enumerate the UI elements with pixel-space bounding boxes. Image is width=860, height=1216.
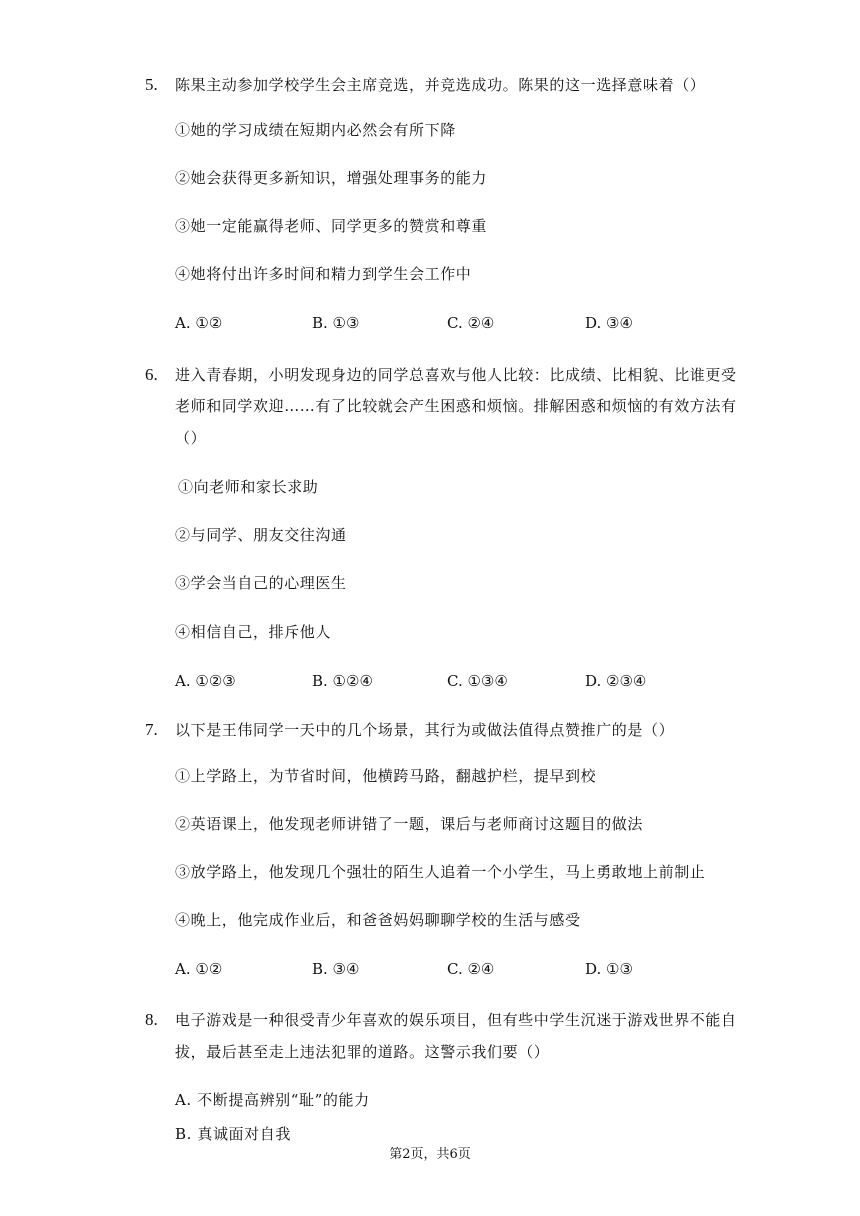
question-stem: 以下是王伟同学一天中的几个场景，其行为或做法值得点赞推广的是（） [175, 721, 675, 739]
choice-d: D. ③④ [585, 314, 633, 332]
choice-d: D. ①③ [585, 960, 633, 978]
question-stem: 陈果主动参加学校学生会主席竞选，并竞选成功。陈果的这一选择意味着（） [175, 76, 706, 94]
statement-4: ④相信自己，排斥他人 [175, 623, 332, 641]
choice-c: C. ①③④ [447, 672, 508, 690]
choice-a: A. ①② [175, 960, 223, 978]
statement-2: ②与同学、朋友交往沟通 [175, 526, 347, 544]
statement-3: ③放学路上，他发现几个强壮的陌生人追着一个小学生，马上勇敢地上前制止 [175, 863, 706, 881]
choice-c: C. ②④ [447, 960, 495, 978]
option-b: B. 真诚面对自我 [175, 1125, 291, 1143]
statement-2: ②她会获得更多新知识，增强处理事务的能力 [175, 169, 488, 187]
statement-1: ①上学路上，为节省时间，他横跨马路，翻越护栏，提早到校 [175, 767, 597, 785]
statement-2: ②英语课上，他发现老师讲错了一题，课后与老师商讨这题目的做法 [175, 815, 644, 833]
question-number: 7. [145, 720, 158, 739]
page-footer: 第2页，共6页 [389, 1147, 471, 1162]
answer-choices [175, 672, 695, 692]
question-stem-line-1: 电子游戏是一种很受青少年喜欢的娱乐项目，但有些中学生沉迷于游戏世界不能自 [175, 1011, 737, 1029]
answer-choices [175, 960, 695, 980]
choice-a: A. ①②③ [175, 672, 236, 690]
option-a: A. 不断提高辨别“耻”的能力 [175, 1091, 370, 1109]
statement-4: ④晚上，他完成作业后，和爸爸妈妈聊聊学校的生活与感受 [175, 911, 581, 929]
statement-1: ①她的学习成绩在短期内必然会有所下降 [175, 121, 456, 139]
choice-c: C. ②④ [447, 314, 495, 332]
question-stem-line-2: 老师和同学欢迎……有了比较就会产生困惑和烦恼。排解困惑和烦恼的有效方法有 [175, 397, 737, 415]
question-number: 5. [145, 75, 158, 94]
question-stem-line-1: 进入青春期，小明发现身边的同学总喜欢与他人比较：比成绩、比相貌、比谁更受 [175, 366, 737, 384]
choice-b: B. ①③ [312, 314, 360, 332]
question-stem-line-3: （） [175, 429, 207, 447]
question-number: 6. [145, 365, 158, 384]
statement-1: ①向老师和家长求助 [178, 478, 319, 496]
choice-b: B. ③④ [312, 960, 360, 978]
statement-3: ③学会当自己的心理医生 [175, 574, 347, 592]
statement-3: ③她一定能赢得老师、同学更多的赞赏和尊重 [175, 217, 488, 235]
question-number: 8. [145, 1010, 158, 1029]
question-stem-line-2: 拔，最后甚至走上违法犯罪的道路。这警示我们要（） [175, 1043, 550, 1061]
choice-b: B. ①②④ [312, 672, 373, 690]
choice-d: D. ②③④ [585, 672, 647, 690]
statement-4: ④她将付出许多时间和精力到学生会工作中 [175, 265, 472, 283]
choice-a: A. ①② [175, 314, 223, 332]
answer-choices [175, 314, 695, 334]
